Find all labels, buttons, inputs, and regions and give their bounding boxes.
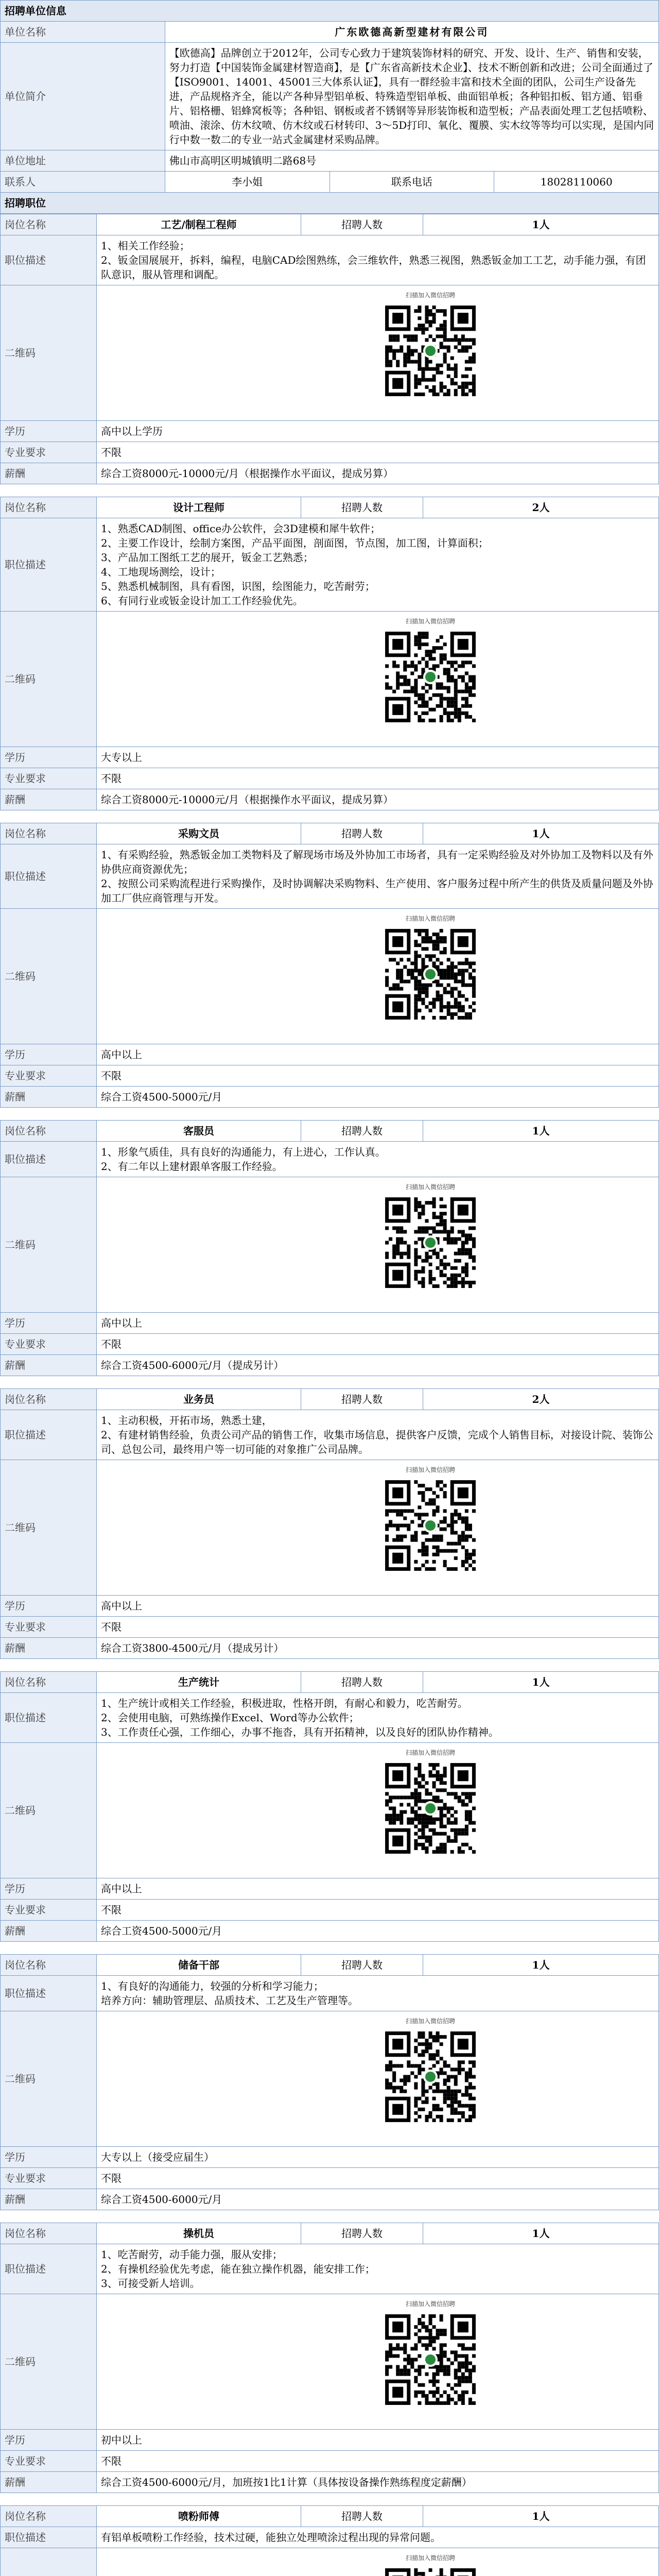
job-title: 采购文员 [97,823,301,844]
job-title: 工艺/制程工程师 [97,214,301,235]
major-label: 专业要求 [1,768,97,789]
section-title: 招聘单位信息 [1,1,659,22]
job-salary: 综合工资8000元-10000元/月（根据操作水平面议，提成另算） [97,463,659,484]
qr-caption: 扫描加入微信招聘 [405,1466,455,1473]
job-major: 不限 [97,442,659,463]
qr-code-icon[interactable] [379,291,482,415]
headcount-label: 招聘人数 [301,1389,423,1410]
job-description: 1、形象气质佳，具有良好的沟通能力，有上进心，工作认真。 2、有二年以上建材跟单客服工作经验。 [97,1142,659,1177]
job-education: 高中以上 [97,1878,659,1900]
headcount-label: 招聘人数 [301,1121,423,1142]
headcount-label: 招聘人数 [301,2506,423,2527]
job-headcount: 1人 [423,214,659,235]
description-label: 职位描述 [1,1142,97,1177]
major-label: 专业要求 [1,1065,97,1087]
job-spacer [0,1376,659,1388]
headcount-label: 招聘人数 [301,214,423,235]
job-salary: 综合工资3800-4500元/月（提成另计） [97,1638,659,1659]
major-label: 专业要求 [1,442,97,463]
job-description: 有铝单板喷粉工作经验，技术过硬，能独立处理喷涂过程出现的异常问题。 [97,2527,659,2548]
salary-label: 薪酬 [1,1638,97,1659]
job-education: 高中以上学历 [97,421,659,442]
job-headcount: 2人 [423,1389,659,1410]
education-label: 学历 [1,1878,97,1900]
position-label: 岗位名称 [1,1389,97,1410]
address-label: 单位地址 [1,150,165,172]
qr-code-icon[interactable] [379,2017,482,2141]
qr-cell [97,909,659,1044]
qr-label: 二维码 [1,2294,97,2430]
education-label: 学历 [1,421,97,442]
major-label: 专业要求 [1,1334,97,1355]
job-headcount: 1人 [423,1955,659,1976]
job-description: 1、有采购经验，熟悉钣金加工类物料及了解现场市场及外协加工市场者，具有一定采购经验及对外协加工及物料以及有外协供应商资源优先； 2、按照公司采购流程进行采购操作，及时协调解决采购物料、生产使用、客户服务过程中所产生的供货及质量问题及外协加工厂供应商管理与开发。 [97,844,659,909]
salary-label: 薪酬 [1,1355,97,1376]
job-spacer [0,1108,659,1120]
job-salary: 综合工资4500-6000元/月，加班按1比1计算（具体按设备操作熟练程度定薪酬） [97,2472,659,2493]
education-label: 学历 [1,1044,97,1065]
job-spacer [0,2493,659,2505]
description-label: 职位描述 [1,518,97,612]
position-label: 岗位名称 [1,823,97,844]
job-education: 初中以上 [97,2430,659,2451]
headcount-label: 招聘人数 [301,823,423,844]
job-title: 生产统计 [97,1672,301,1693]
job-title: 设计工程师 [97,497,301,518]
company-label: 单位名称 [1,22,165,43]
job-title: 喷粉师傅 [97,2506,301,2527]
education-label: 学历 [1,747,97,768]
qr-label: 二维码 [1,612,97,747]
job-description: 1、相关工作经验； 2、钣金国展展开，拆料，编程，电脑CAD绘图熟练，会三维软件，熟悉三视图，熟悉钣金加工工艺，动手能力强，有团队意识，服从管理和调配。 [97,235,659,285]
job-spacer [0,484,659,497]
job-major: 不限 [97,2168,659,2189]
company-intro: 【欧德高】品牌创立于2012年，公司专心致力于建筑装饰材料的研究、开发、设计、生产、销售和安装，努力打造【中国装饰金属建材智造商】，是【广东省高新技术企业】、技术不断创新和改进；公司全面通过了【ISO9001、14001、45001三大体系认证】，具有一群经验丰富和技术全面的团队，公司生产设备先进，产品规格齐全，能以产各种异型铝单板、特殊造型铝单板、曲面铝单板；各种铝扣板、铝方通、铝垂片、铝格栅、铝蜂窝板等；各种铝、钢板或者不锈钢等异形装饰板和造型板；产品表面处理工艺包括喷粉、喷油、滚涂、仿木纹喷、仿木纹或石材转印、3～5D打印、氧化、覆膜、实木纹等等均可以实现，是国内同行中数一数二的专业一站式金属建材采购品牌。 [165,43,658,150]
job-title: 客服员 [97,1121,301,1142]
job-education: 大专以上（接受应届生） [97,2147,659,2168]
job-salary: 综合工资8000元-10000元/月（根据操作水平面议，提成另算） [97,789,659,810]
company-info-table [0,0,659,214]
salary-label: 薪酬 [1,463,97,484]
job-card [0,497,659,810]
intro-label: 单位简介 [1,43,165,150]
jobs-section-title: 招聘职位 [1,193,659,214]
qr-label: 二维码 [1,1743,97,1878]
qr-cell [97,2548,659,2576]
company-name: 广东欧德高新型建材有限公司 [165,22,658,43]
job-description: 1、吃苦耐劳，动手能力强，服从安排； 2、有操机经验优先考虑，能在独立操作机器，能安排工作； 3、可接受新人培训。 [97,2244,659,2294]
job-description: 1、生产统计或相关工作经验，积极进取，性格开朗，有耐心和毅力，吃苦耐劳。 2、会使用电脑，可熟练操作Excel、Word等办公软件； 3、工作责任心强，工作细心，办事不拖沓，具有开拓精神，以及良好的团队协作精神。 [97,1693,659,1743]
job-headcount: 2人 [423,497,659,518]
qr-cell [97,285,659,421]
qr-label [1,2548,97,2576]
job-salary: 综合工资4500-5000元/月 [97,1087,659,1108]
contact-phone[interactable]: 18028110060 [494,172,659,193]
salary-label: 薪酬 [1,2472,97,2493]
headcount-label: 招聘人数 [301,497,423,518]
job-major: 不限 [97,2451,659,2472]
contact-label: 联系人 [1,172,165,193]
job-headcount: 1人 [423,2223,659,2244]
salary-label: 薪酬 [1,789,97,810]
job-spacer [0,810,659,823]
qr-caption: 扫描加入微信招聘 [405,2554,455,2562]
job-salary: 综合工资4500-5000元/月 [97,1921,659,1942]
qr-code-icon[interactable] [379,914,482,1038]
description-label: 职位描述 [1,1693,97,1743]
description-label: 职位描述 [1,1410,97,1460]
position-label: 岗位名称 [1,1121,97,1142]
job-card [0,2505,659,2576]
job-education: 高中以上 [97,1596,659,1617]
job-description: 1、主动积极，开拓市场，熟悉土建， 2、有建材销售经验，负责公司产品的销售工作，收集市场信息，提供客户反馈，完成个人销售目标，对接设计院、装饰公司、总包公司，最终用户等一切可能的对象推广公司品牌。 [97,1410,659,1460]
description-label: 职位描述 [1,2527,97,2548]
qr-label: 二维码 [1,909,97,1044]
qr-caption: 扫描加入微信招聘 [405,2300,455,2308]
job-card [0,214,659,484]
job-salary: 综合工资4500-6000元/月 [97,2189,659,2210]
education-label: 学历 [1,1313,97,1334]
qr-caption: 扫描加入微信招聘 [405,1183,455,1191]
major-label: 专业要求 [1,1617,97,1638]
position-label: 岗位名称 [1,1955,97,1976]
position-label: 岗位名称 [1,214,97,235]
job-major: 不限 [97,768,659,789]
major-label: 专业要求 [1,2451,97,2472]
job-spacer [0,2210,659,2223]
major-label: 专业要求 [1,2168,97,2189]
qr-code-icon[interactable] [379,1183,482,1307]
phone-label: 联系电话 [330,172,494,193]
description-label: 职位描述 [1,844,97,909]
salary-label: 薪酬 [1,2189,97,2210]
salary-label: 薪酬 [1,1921,97,1942]
qr-caption: 扫描加入微信招聘 [405,1749,455,1756]
job-card [0,1120,659,1376]
education-label: 学历 [1,2147,97,2168]
qr-cell [97,2294,659,2430]
qr-code-icon[interactable] [379,1749,482,1872]
job-description: 1、有良好的沟通能力，较强的分析和学习能力； 培养方向：辅助管理层、品质技术、工艺及生产管理等。 [97,1976,659,2011]
position-label: 岗位名称 [1,2506,97,2527]
headcount-label: 招聘人数 [301,1672,423,1693]
salary-label: 薪酬 [1,1087,97,1108]
headcount-label: 招聘人数 [301,2223,423,2244]
qr-cell [97,612,659,747]
position-label: 岗位名称 [1,2223,97,2244]
job-headcount: 1人 [423,2506,659,2527]
job-card [0,2223,659,2493]
job-headcount: 1人 [423,823,659,844]
qr-code-icon[interactable] [379,1466,482,1589]
position-label: 岗位名称 [1,497,97,518]
position-label: 岗位名称 [1,1672,97,1693]
job-headcount: 1人 [423,1672,659,1693]
qr-caption: 扫描加入微信招聘 [405,292,455,299]
job-headcount: 1人 [423,1121,659,1142]
qr-cell [97,1743,659,1878]
qr-cell [97,2011,659,2147]
description-label: 职位描述 [1,2244,97,2294]
qr-cell [97,1460,659,1596]
job-card [0,823,659,1108]
job-spacer [0,1942,659,1954]
job-spacer [0,1659,659,1671]
qr-caption: 扫描加入微信招聘 [405,915,455,922]
job-major: 不限 [97,1065,659,1087]
job-card [0,1954,659,2210]
qr-code-icon[interactable] [379,2300,482,2424]
qr-caption: 扫描加入微信招聘 [405,2018,455,2025]
job-education: 高中以上 [97,1044,659,1065]
company-address: 佛山市高明区明城镇明二路68号 [165,150,658,172]
description-label: 职位描述 [1,235,97,285]
job-education: 高中以上 [97,1313,659,1334]
job-title: 操机员 [97,2223,301,2244]
qr-label: 二维码 [1,1460,97,1596]
job-title: 储备干部 [97,1955,301,1976]
headcount-label: 招聘人数 [301,1955,423,1976]
contact-name: 李小姐 [165,172,330,193]
qr-code-icon[interactable] [379,617,482,741]
major-label: 专业要求 [1,1900,97,1921]
qr-code-icon[interactable] [379,2554,482,2576]
job-education: 大专以上 [97,747,659,768]
job-card [0,1671,659,1942]
job-card [0,1388,659,1659]
qr-label: 二维码 [1,285,97,421]
description-label: 职位描述 [1,1976,97,2011]
job-major: 不限 [97,1334,659,1355]
job-salary: 综合工资4500-6000元/月（提成另计） [97,1355,659,1376]
education-label: 学历 [1,2430,97,2451]
job-major: 不限 [97,1617,659,1638]
job-description: 1、熟悉CAD制图、office办公软件，会3D建模和犀牛软件； 2、主要工作设计，绘制方案图，产品平面图，剖面图，节点图，加工图，计算面积； 3、产品加工图纸工艺的展开，钣金工艺熟悉； 4、工地现场测绘，设计； 5、熟悉机械制图，具有看图，识图，绘图能力，吃苦耐劳； 6、有同行业或钣金设计加工工作经验优先。 [97,518,659,612]
job-major: 不限 [97,1900,659,1921]
education-label: 学历 [1,1596,97,1617]
qr-cell [97,1177,659,1313]
qr-label: 二维码 [1,2011,97,2147]
qr-caption: 扫描加入微信招聘 [405,618,455,625]
qr-label: 二维码 [1,1177,97,1313]
job-title: 业务员 [97,1389,301,1410]
